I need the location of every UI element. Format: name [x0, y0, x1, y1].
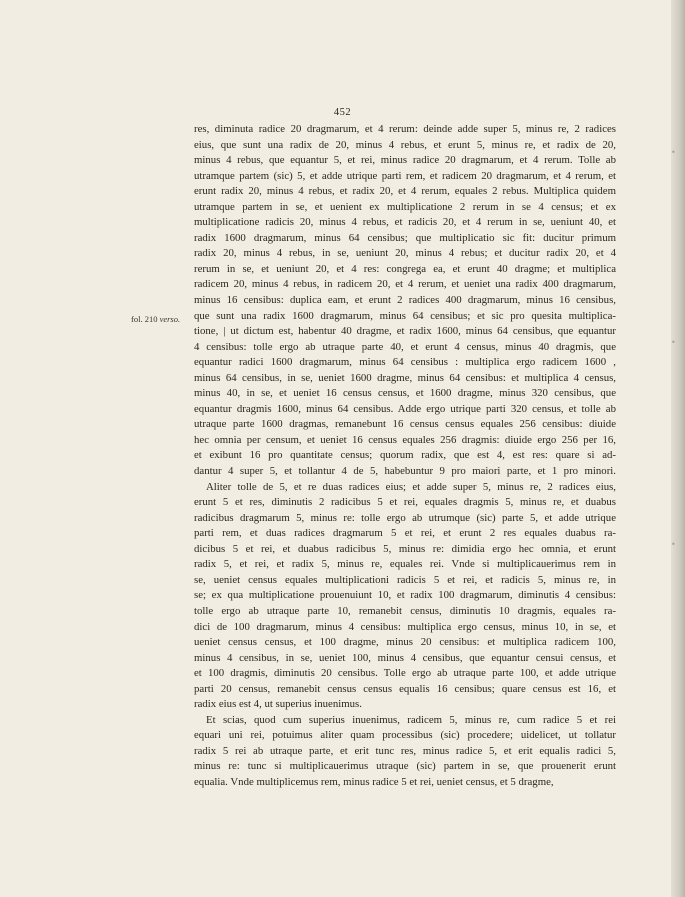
text-line: radix 1600 dragmarum, minus 64 censibus; que multiplicatio sic fit: ducitur primum — [194, 231, 616, 244]
text-line: radix eius est 4, ut superius inuenimus. — [194, 698, 362, 711]
text-line: tolle ergo ab utraque parte 10, remanebit census, diminutis 10 dragmis, equales ra- — [194, 604, 616, 617]
text-line: utramque partem in se, et uenient ex multiplicatione 2 rerum in se 4 census; et ex — [194, 200, 616, 213]
text-line: radicem 20, minus 4 rebus, in radicem 20, et 4 rerum, et ueniet una radix 400 dragmarum, — [194, 278, 616, 291]
text-line: minus 4 rebus, que equantur 5, et rei, minus radice 20 dragmarum, et 4 rerum. Tolle ab — [194, 154, 616, 167]
text-line: equalia. Vnde multiplicemus rem, minus radice 5 et rei, ueniet census, et 5 dragme, — [194, 775, 554, 788]
body-text — [194, 122, 616, 791]
text-line: radix 5 rei ab utraque parte, et erit tunc res, minus radice 5, et erit equalis radici 5, — [194, 744, 616, 757]
paragraph — [194, 480, 616, 713]
text-line: utramque partem (sic) 5, et adde utrique parti rem, et radicem 20 dragmarum, et 4 rerum, et — [194, 169, 616, 182]
bleed-mark: • — [671, 148, 676, 157]
text-line: minus 40, in se, et ueniet 16 census census, et 1600 dragme, minus 320 censibus, que — [194, 387, 616, 400]
text-line: 4 censibus: tolle ergo ab utraque parte 40, et erunt 4 census, minus 40 dragmis, que — [194, 340, 616, 353]
text-line: equantur dragmis 1600, minus 64 censibus. Adde ergo utrique parti 320 census, et tolle ab — [194, 402, 616, 415]
text-line: radicibus dragmarum 5, minus re: tolle ergo ab utrumque (sic) parte 5, et adde utrique — [194, 511, 616, 524]
text-line: minus 64 censibus, in se, ueniet 1600 dragme, minus 64 censibus: et multiplica 4 census, — [194, 371, 616, 384]
text-line: minus 16 censibus: duplica eam, et erunt 2 radices 400 dragmarum, minus 16 censibus, — [194, 294, 616, 307]
bleed-mark: • — [671, 540, 676, 549]
text-line: parti 20 census, remanebit census census equalis 16 censibus; quare census est 16, et — [194, 682, 616, 695]
text-line: erunt 5 et res, diminutis 2 radicibus 5 et rei, equales dragmis 5, minus re, et duabus — [194, 496, 616, 509]
text-line: res, diminuta radice 20 dragmarum, et 4 rerum: deinde adde super 5, minus re, 2 radices — [194, 123, 616, 135]
text-line: eius, que sunt una radix de 20, minus 4 rebus, et erunt 5, minus re, et radix de 20, — [194, 138, 616, 151]
text-line: parti rem, et duas radices dragmarum 5 et rei, et erunt 2 res equales duabus ra- — [194, 527, 616, 540]
text-line: erunt radix 20, minus 4 rebus, et radix 20, et 4 rerum, equales 2 rebus. Multiplica quidem — [194, 185, 616, 198]
paragraph — [194, 122, 616, 480]
page-number: 452 — [333, 107, 352, 118]
text-line: ueniet census census, et 100 dragme, minus 20 censibus: et multiplica radicem 100, — [194, 636, 616, 649]
text-line: radix 5, et rei, et radix 5, minus re, equales rei. Vnde si multiplicauerimus rem in — [194, 558, 616, 571]
text-line: dantur 4 super 5, et tollantur 4 de 5, habebuntur 9 pro maiori parte, et 1 pro minori. — [194, 465, 616, 478]
text-line: minus re: tunc si multiplicauerimus utraque (sic) partem in se, que prouenerit erunt — [194, 760, 616, 773]
text-line: dici de 100 dragmarum, minus 4 censibus: multiplica ergo census, minus 10, in se, et — [194, 620, 616, 633]
text-line: se, ueniet census equales multiplicationi radicis 5 et rei, et radicis 5, minus re, in — [194, 573, 616, 586]
text-line: Et scias, quod cum superius inuenimus, radicem 5, minus re, cum radice 5 et rei — [206, 713, 616, 726]
margin-note — [131, 314, 180, 324]
margin-note-folio: fol. 210 — [131, 314, 158, 324]
text-line: tione, | ut dictum est, habentur 40 dragme, et radix 1600, minus 64 censibus, que equantur — [194, 325, 616, 338]
text-line: minus 4 censibus, in se, ueniet 100, minus 4 censibus, que equantur censui census, et — [194, 651, 616, 664]
text-line: et 100 dragmis, diminutis 20 censibus. Tolle ergo ab utraque parte 100, et adde utrique — [194, 667, 616, 680]
text-line: equantur radici 1600 dragmarum, minus 64 censibus : multiplica ergo radicem 1600 , — [194, 356, 616, 369]
text-line: rerum in se, et ueniunt 20, et 4 res: congrega ea, et erunt 40 dragme; et multiplica — [194, 262, 616, 275]
paragraph — [194, 713, 616, 791]
text-line: equari uni rei, potuimus aliter quam processibus (sic) procedere; uidelicet, ut tollatur — [194, 729, 616, 742]
margin-note-side: verso. — [159, 314, 181, 324]
text-line: utraque parte 1600 dragmas, remanebunt 16 census census equales 256 censibus: diuide — [194, 418, 616, 431]
text-line: et exibunt 16 pro quantitate census; quorum radix, que est 4, est res: quare si ad- — [194, 449, 616, 462]
text-line: que sunt una radix 1600 dragmarum, minus 64 censibus; et sic pro quesita multiplica- — [194, 309, 616, 322]
text-line: Aliter tolle de 5, et re duas radices eius; et adde super 5, minus re, 2 radices eius, — [206, 480, 616, 493]
text-line: hec omnia per censum, et ueniet 16 census equales 256 dragmis: diuide ergo 256 per 16, — [194, 433, 616, 446]
text-line: radix 20, minus 4 rebus, in se, ueniunt 20, minus 4 rebus; et ducitur radix 20, et 4 — [194, 247, 616, 260]
bleed-mark: • — [671, 338, 676, 347]
text-line: multiplicatione radicis 20, minus 4 rebus, et radicis 20, et 4 rerum in se, ueniunt 40, et — [194, 216, 616, 229]
text-line: dicibus 5 et rei, et duabus radicibus 5, minus re: dimidia ergo hec omnia, et erunt — [194, 542, 616, 555]
text-line: se; ex qua multiplicatione prouenuiunt 10, et radix 100 dragmarum, diminutis 4 censibus: — [194, 589, 616, 602]
page-edge-shadow — [671, 0, 685, 897]
